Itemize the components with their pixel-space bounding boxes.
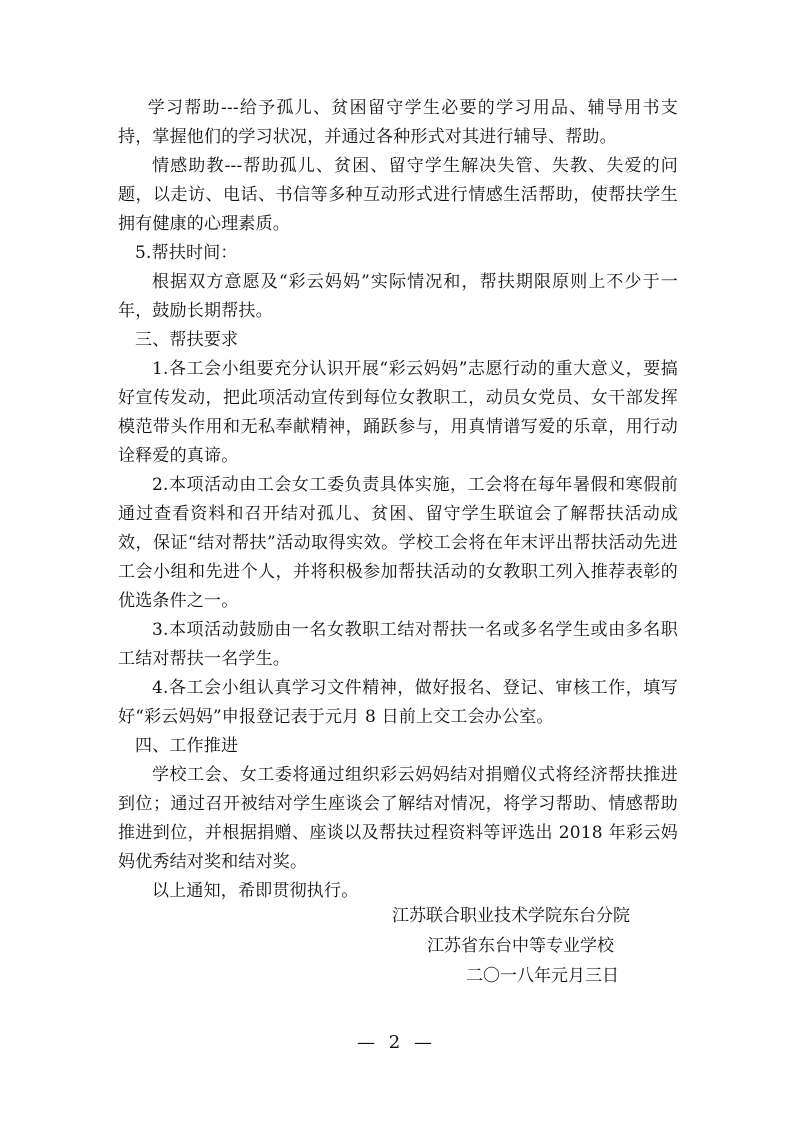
paragraph-help-time-heading: 5.帮扶时间：: [135, 243, 238, 263]
paragraph-help-time: 根据双方意愿及“彩云妈妈”实际情况和，帮扶期限原则上不少于一年，鼓励长期帮扶。: [118, 272, 678, 321]
section-heading-requirements: 三、帮扶要求: [135, 330, 239, 350]
signature-org-1: 江苏联合职业技术学院东台分院: [392, 906, 630, 926]
signature-date: 二〇一八年元月三日: [466, 966, 619, 986]
document-body: [118, 94, 678, 906]
signature-org-2: 江苏省东台中等专业学校: [427, 936, 614, 956]
paragraph-requirement-3: 3.本项活动鼓励由一名女教职工结对帮扶一名或多名学生或由多名职工结对帮扶一名学生。: [118, 620, 678, 669]
paragraph-progress: 学校工会、女工委将通过组织彩云妈妈结对捐赠仪式将经济帮扶推进到位；通过召开被结对学生座谈会了解结对情况，将学习帮助、情感帮助推进到位，并根据捐赠、座谈以及帮扶过程资料等评选出 2018 年彩云妈妈优秀结对奖和结对奖。: [118, 765, 678, 872]
paragraph-requirement-2: 2.本项活动由工会女工委负责具体实施，工会将在每年暑假和寒假前通过查看资料和召开结对孤儿、贫困、留守学生联谊会了解帮扶活动成效，保证“结对帮扶”活动取得实效。学校工会将在年末评出帮扶活动先进工会小组和先进个人，并将积极参加帮扶活动的女教职工列入推荐表彰的优选条件之一。: [118, 475, 678, 611]
paragraph-emotional-help: 情感助教---帮助孤儿、贫困、留守学生解决失管、失教、失爱的问题，以走访、电话、书信等多种互动形式进行情感生活帮助，使帮扶学生拥有健康的心理素质。: [118, 156, 678, 234]
paragraph-requirement-1: 1.各工会小组要充分认识开展“彩云妈妈”志愿行动的重大意义，要搞好宣传发动，把此项活动宣传到每位女教职工，动员女党员、女干部发挥模范带头作用和无私奉献精神，踊跃参与，用真情谱写爱的乐章，用行动诠释爱的真谛。: [118, 359, 678, 466]
paragraph-requirement-4: 4.各工会小组认真学习文件精神，做好报名、登记、审核工作，填写好“彩云妈妈”申报登记表于元月 8 日前上交工会办公室。: [118, 678, 678, 727]
section-heading-progress: 四、工作推进: [135, 736, 239, 756]
paragraph-closing: 以上通知，希即贯彻执行。: [152, 881, 359, 901]
paragraph-study-help: 学习帮助---给予孤儿、贫困留守学生必要的学习用品、辅导用书支持，掌握他们的学习状况，并通过各种形式对其进行辅导、帮助。: [118, 98, 678, 147]
page-number: — 2 —: [357, 1032, 436, 1053]
